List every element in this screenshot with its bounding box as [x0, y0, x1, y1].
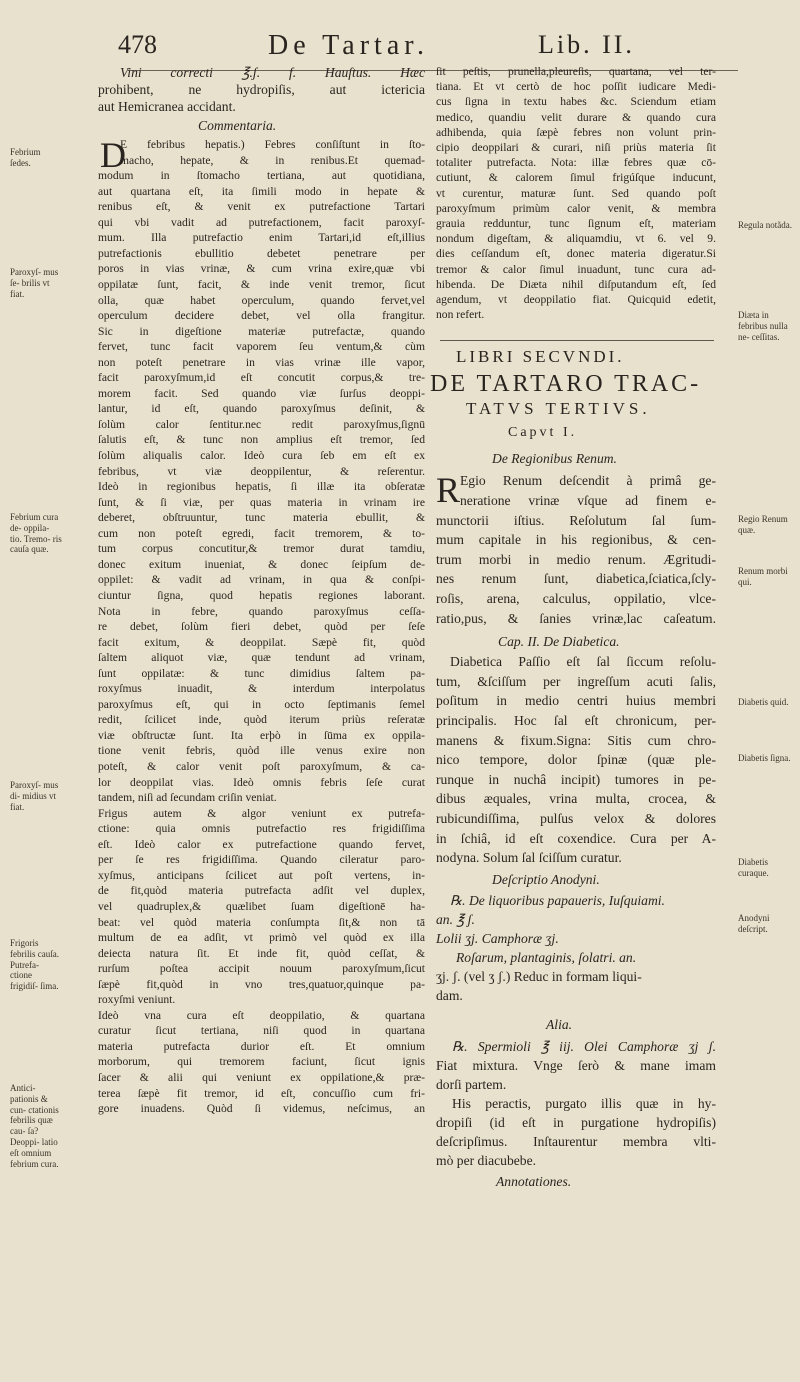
- body-line: cus ſigna in textu habes &c. Sciendum etiam: [436, 95, 716, 109]
- body-line: aut quartana eſt, ita ſimili modo in hepate &: [98, 184, 425, 198]
- body-line: ℞. Spermioli ℥ iij. Olei Camphoræ ʒj ʃ.: [452, 1038, 716, 1054]
- body-line: non refert.: [436, 308, 485, 322]
- body-line: rubicundiſſima, pulſus velox & dolores: [436, 811, 716, 826]
- body-line: ſit peſtis, prunella,pleureſis, quartana, vel ter-: [436, 65, 716, 78]
- body-line: vel quadruplex,& quælibet ſuam digeſtionē ha-: [98, 899, 425, 913]
- caput-heading: Capvt I.: [508, 425, 578, 441]
- body-line: vt curentur, maturæ ſunt. Sed quando poſt: [436, 186, 716, 200]
- body-line: dies ceſſandum eſt, donec materia digeratur.Si: [436, 247, 716, 261]
- body-line: ſæpè fit,quòd in vno tres,quatuor,quinque pa-: [98, 977, 425, 991]
- margin-note-right: Diæta in febribus nulla ne- ceſſitas.: [738, 310, 788, 342]
- body-line: tandem, niſi ad ſecundam criſin veniat.: [98, 791, 277, 805]
- body-line: agendum, vt deoppilatio fiat. Quicquid edetit,: [436, 293, 716, 306]
- body-line: re debet, ſolùm fieri debet, quòd per ſeſe: [98, 620, 425, 634]
- body-line: qui vbi vadit ad putrefactionem, facit paroxyſ-: [98, 215, 425, 229]
- body-line: morborum, qui tremorem faciunt, ſicut ignis: [98, 1055, 425, 1069]
- body-line: nodyna. Solum ſal ſciſſum curatur.: [436, 850, 622, 866]
- body-line: poros in vias vrinæ, & cum vrina exire,quæ vbi: [98, 262, 425, 276]
- body-line: Egio Renum deſcendit à primâ ge-: [460, 473, 716, 489]
- body-line: medico, quandiu velit durare & quando cura: [436, 110, 716, 124]
- body-line: gore inuadens. Quòd ſi videmus, neſcimus, an: [98, 1102, 425, 1116]
- body-line: oppilatæ ſunt, facit, & inde venit tremor, ſicut: [98, 277, 425, 291]
- body-line: cipio deoppilari & curari, niſi priùs materia ſit: [436, 141, 716, 154]
- body-line: curatur ſicut tertiana, niſi quod in quartana: [98, 1024, 425, 1038]
- body-line: tum corpus concutitur,& tremor durat tamdiu,: [98, 542, 425, 556]
- body-line: febribus, vt viæ deoppilentur, & reſerentur.: [98, 464, 425, 478]
- margin-note-left: Paroxyſ- mus ſe- brilis vt fiat.: [10, 267, 59, 299]
- body-line: deberet, obſtruuntur, tunc materia ebullit, &: [98, 511, 425, 525]
- body-line: tremor & calor ſimul inuadunt, tunc cura ad-: [436, 262, 716, 276]
- body-line: E febribus hepatis.) Febres conſiſtunt in ſto-: [120, 138, 425, 151]
- recipe-line: Roſarum, plantaginis, ſolatri. an.: [456, 949, 637, 965]
- body-line: nondum digeſtam, & aliquamdiu, vt 6. vel 9.: [436, 232, 716, 246]
- margin-note-right: Diabetis quid.: [738, 697, 789, 707]
- body-line: runque in nuchâ incipit) tumores in pe-: [436, 771, 716, 787]
- body-line: ctione: quia omnis putrefactio res frigidiſſima: [98, 822, 425, 836]
- running-title: De Tartar.: [268, 30, 430, 61]
- page-number: 478: [118, 30, 157, 59]
- margin-note-right: Anodyni deſcript.: [738, 913, 770, 934]
- intro-line: Vini correcti ℥.ʃ. f. Hauſtus. Hæc: [120, 65, 425, 80]
- body-line: dorſi partem.: [436, 1076, 507, 1092]
- body-line: munctorii iſtius. Reſolutum ſal ſum-: [436, 512, 716, 528]
- body-line: materia putrefacta durior eſt. Et omnium: [98, 1039, 425, 1053]
- margin-note-left: Febrium cura de- oppila- tio. Tremo- ris cauſa quæ.: [10, 512, 62, 555]
- body-line: ſaltem aliquot viæ, quæ tendunt ad vrinam,: [98, 651, 425, 665]
- body-line: ciuntur ſigna, quod hepatis regiones laborant.: [98, 588, 425, 602]
- margin-note-right: Regula notãda.: [738, 220, 792, 230]
- body-line: cutiunt, & calorem ſimul frigúſque inducunt,: [436, 171, 716, 185]
- commentaria-heading: Commentaria.: [198, 118, 277, 133]
- margin-note-left: Frigoris febrilis cauſa. Putrefa- ctione frigidiſ- ſima.: [10, 938, 59, 992]
- body-line: roxyſmus inuadit, & interdum interpolatus: [98, 682, 425, 696]
- body-line: Sic in digeſtione materiæ putrefactæ, quando: [98, 324, 425, 338]
- body-line: renibus eſt, & venit ex putrefactione Tartari: [98, 200, 425, 214]
- body-line: poſitum in medio centri huius membri: [436, 693, 716, 709]
- body-line: nico tempore, dolor ſpinæ (quæ ple-: [436, 752, 716, 768]
- recipe-line: Lolii ʒj. Camphoræ ʒj.: [436, 930, 559, 946]
- body-line: putrefactionis ebullitio debetet penetrare per: [98, 246, 425, 260]
- body-line: Frigus autem & algor veniunt ex putrefa-: [98, 806, 425, 820]
- body-line: rurſum poſtea accipit nouum paroxyſmum,ſicut: [98, 962, 425, 976]
- body-line: ſunt, & ſi viæ, per quas materia in vrinam ire: [98, 495, 425, 509]
- body-line: grauia redduntur, tunc ſignum eſt, materiam: [436, 217, 716, 230]
- body-line: xyſmus, anticipans ſcilicet aut poſt vertens, in-: [98, 868, 425, 882]
- drop-cap: D: [100, 135, 126, 175]
- body-line: olla, quæ habet operculum, quando fervet,vel: [98, 293, 425, 307]
- body-line: redit, ſcilicet inde, quòd iterum priùs reſeratæ: [98, 713, 425, 727]
- chapter-title: Cap. II. De Diabetica.: [498, 634, 620, 650]
- body-line: per ſe res frigidiſſima. Quando cileratur paro-: [98, 853, 425, 867]
- body-line: ſolùm aliqualis calor. Ideò cura ſeb em eſt ex: [98, 449, 425, 462]
- body-line: ſunt oppilatæ: & tunc dimidius ſaltem pa-: [98, 666, 425, 680]
- body-line: terea ſæpè fit tremor, id eſt, concuſſio cum fri-: [98, 1086, 425, 1100]
- body-line: mò per diacubebe.: [436, 1152, 537, 1168]
- body-line: Diabetica Paſſio eſt ſal ſiccum reſolu-: [450, 654, 716, 670]
- running-header: [118, 30, 758, 66]
- body-line: Nota in febre, quando paroxyſmus ceſſa-: [98, 604, 425, 618]
- alia-heading: Alia.: [546, 1016, 573, 1032]
- descriptio-heading: Deſcriptio Anodyni.: [492, 871, 600, 887]
- section-title: De Regionibus Renum.: [492, 451, 617, 467]
- tract-title-line2: TATVS TERTIVS.: [466, 399, 651, 419]
- body-line: eſt. Ideò calor ex putrefactione quando fervet,: [98, 837, 425, 851]
- body-line: roſis, arena, calculus, oppilatio, vlce-: [436, 591, 716, 606]
- recipe-line: an. ℥ ʃ.: [436, 911, 475, 927]
- body-line: ſolùm calor ſentitur.nec redit paroxyſmus,ſignū: [98, 417, 425, 431]
- body-line: hibenda. De Diæta nihil diſputandum eſt, ſed: [436, 277, 716, 291]
- body-line: dropiſi (id eſt in purgatione hydropiſis): [436, 1114, 716, 1130]
- body-line: totaliter putrefacta. Nota: illæ febres quæ cō-: [436, 156, 716, 170]
- body-line: neratione vrinæ vſque ad finem e-: [460, 493, 716, 508]
- book-label: Lib. II.: [538, 30, 635, 59]
- body-line: poteſt, & calor venit poſt paroxyſmum, & ca-: [98, 760, 425, 773]
- body-line: macho, hepate, & in renibus.Et quemad-: [120, 153, 425, 167]
- body-line: dibus æquales, vrina multa, crocea, &: [436, 791, 716, 807]
- section-rule: [440, 340, 714, 341]
- body-line: lor deoppilat vias. Ideò omnis febris ſeſe curat: [98, 775, 425, 789]
- body-line: multum de ea adſit, vt primò vel quòd ex illa: [98, 931, 425, 945]
- body-line: viæ obſtructæ ſunt. Ita erþò in ſūma ex oppila-: [98, 728, 425, 742]
- margin-note-right: Renum morbi qui.: [738, 566, 788, 587]
- margin-note-left: Febrium ſedes.: [10, 147, 41, 168]
- body-line: tione venit febris, quòd ille venus exire non: [98, 744, 425, 758]
- body-line: mum capitale in his regionibus, & cen-: [436, 532, 716, 548]
- body-line: Ideò in regionibus hepatis, ſi illæ ita obſeratæ: [98, 480, 425, 494]
- intro-line: aut Hemicranea accidant.: [98, 99, 236, 114]
- body-line: paroxyſmum primùm calor venit, & membra: [436, 201, 716, 215]
- body-line: nes renum ſunt, diabetica,ſciatica,ſcly-: [436, 571, 716, 587]
- body-line: facit paroxyſmum,id eſt concutit corpus,& tre-: [98, 371, 425, 385]
- intro-line: prohibent, ne hydropiſis, aut ictericia: [98, 82, 425, 97]
- body-line: His peractis, purgato illis quæ in hy-: [452, 1095, 716, 1111]
- body-line: deſcripſimus. Inſtaurentur membra vlti-: [436, 1133, 716, 1149]
- body-line: cum non poteſt egredi, facit tremorem, & to-: [98, 526, 425, 540]
- body-line: modum in ſtomacho tertiana, aut quotidiana,: [98, 169, 425, 183]
- body-line: morem facit. Sed quando viæ ſurſus deoppi-: [98, 386, 425, 400]
- recipe-line: ℞. De liquoribus papaueris, Iuſquiami.: [450, 892, 665, 908]
- body-line: adhibenda, quia ſæpè febres non volunt prin-: [436, 125, 716, 139]
- body-line: facit exitum, & deoppilat. Sæpè fit, quòd: [98, 635, 425, 649]
- body-line: oppilet: & vadit ad vrinam, in qua & conſpi-: [98, 573, 425, 587]
- body-line: operculum decidere debet, vel olla frangitur.: [98, 309, 425, 323]
- body-line: donec exitum inueniat, & donec ſeipſum de-: [98, 557, 425, 571]
- body-line: paroxyſmus eſt, qui in octo ſeptimanis ſemel: [98, 697, 425, 711]
- body-line: principalis. Hoc ſal eſt chronicum, per-: [436, 713, 716, 728]
- body-line: tum, &ſciſſum per ingreſſum acuti ſalis,: [436, 673, 716, 689]
- recipe-line: ʒj. ʃ. (vel ʒ ʃ.) Reduc in formam liqui-: [436, 968, 642, 984]
- body-line: mum. Illa putrefactio enim Tartari,id eſt,illius: [98, 231, 425, 245]
- body-line: ſacer & alii qui veniunt ex oppilatione,& præ-: [98, 1071, 425, 1084]
- body-line: beat: vel quòd materia conſumpta ſit,& non tā: [98, 915, 425, 929]
- body-line: manens & fixum.Signa: Sitis cum chro-: [436, 732, 716, 748]
- body-line: in ſchiâ, id eſt coxendice. Cura per A-: [436, 830, 716, 846]
- drop-cap: R: [436, 470, 461, 511]
- body-line: deiecta natura ſit. Et inde fit, quòd ceſſat, &: [98, 946, 425, 960]
- body-line: Ideò vna cura eſt deoppilatio, & quartana: [98, 1008, 425, 1022]
- body-line: ratio,pus, & ſanies vrinæ,lac caſeatum.: [436, 610, 716, 626]
- margin-note-left: Paroxyſ- mus di- midius vt fiat.: [10, 780, 59, 812]
- margin-note-left: Antici- pationis & cun- ctationis febrilis quæ cau- ſa? Deoppi- latio eſt omnium febrium cura.: [10, 1083, 59, 1169]
- body-line: lantur, id eſt, quando paroxyſmus deſinit, &: [98, 402, 425, 416]
- margin-note-right: Diabetis ſigna.: [738, 753, 791, 763]
- margin-note-right: Regio Renum quæ.: [738, 514, 788, 535]
- body-line: non poteſt penetrare in vias vrinæ ille vapor,: [98, 355, 425, 369]
- body-line: roxyſmi veniunt.: [98, 993, 176, 1007]
- body-line: ſalutis eſt, & tunc non amplius eſt tremor, ſed: [98, 433, 425, 447]
- tract-title-line1: DE TARTARO TRAC-: [430, 371, 702, 398]
- body-line: de fit,quòd materia putrefacta adſit vel duplex,: [98, 884, 425, 898]
- book-heading: LIBRI SECVNDI.: [456, 347, 625, 367]
- body-line: Fiat mixtura. Vnge ſerò & mane imam: [436, 1057, 716, 1073]
- body-line: tiana. Et vt certò de hoc poſſit iudicare Medi-: [436, 80, 716, 94]
- body-line: trum morbi in medio renum. Ægritudi-: [436, 551, 716, 567]
- annotationes-heading: Annotationes.: [496, 1173, 572, 1189]
- recipe-line: dam.: [436, 987, 463, 1003]
- body-line: fervet, tunc facit vaporem ſeu ventum,& cùm: [98, 340, 425, 354]
- margin-note-right: Diabetis curaque.: [738, 857, 769, 878]
